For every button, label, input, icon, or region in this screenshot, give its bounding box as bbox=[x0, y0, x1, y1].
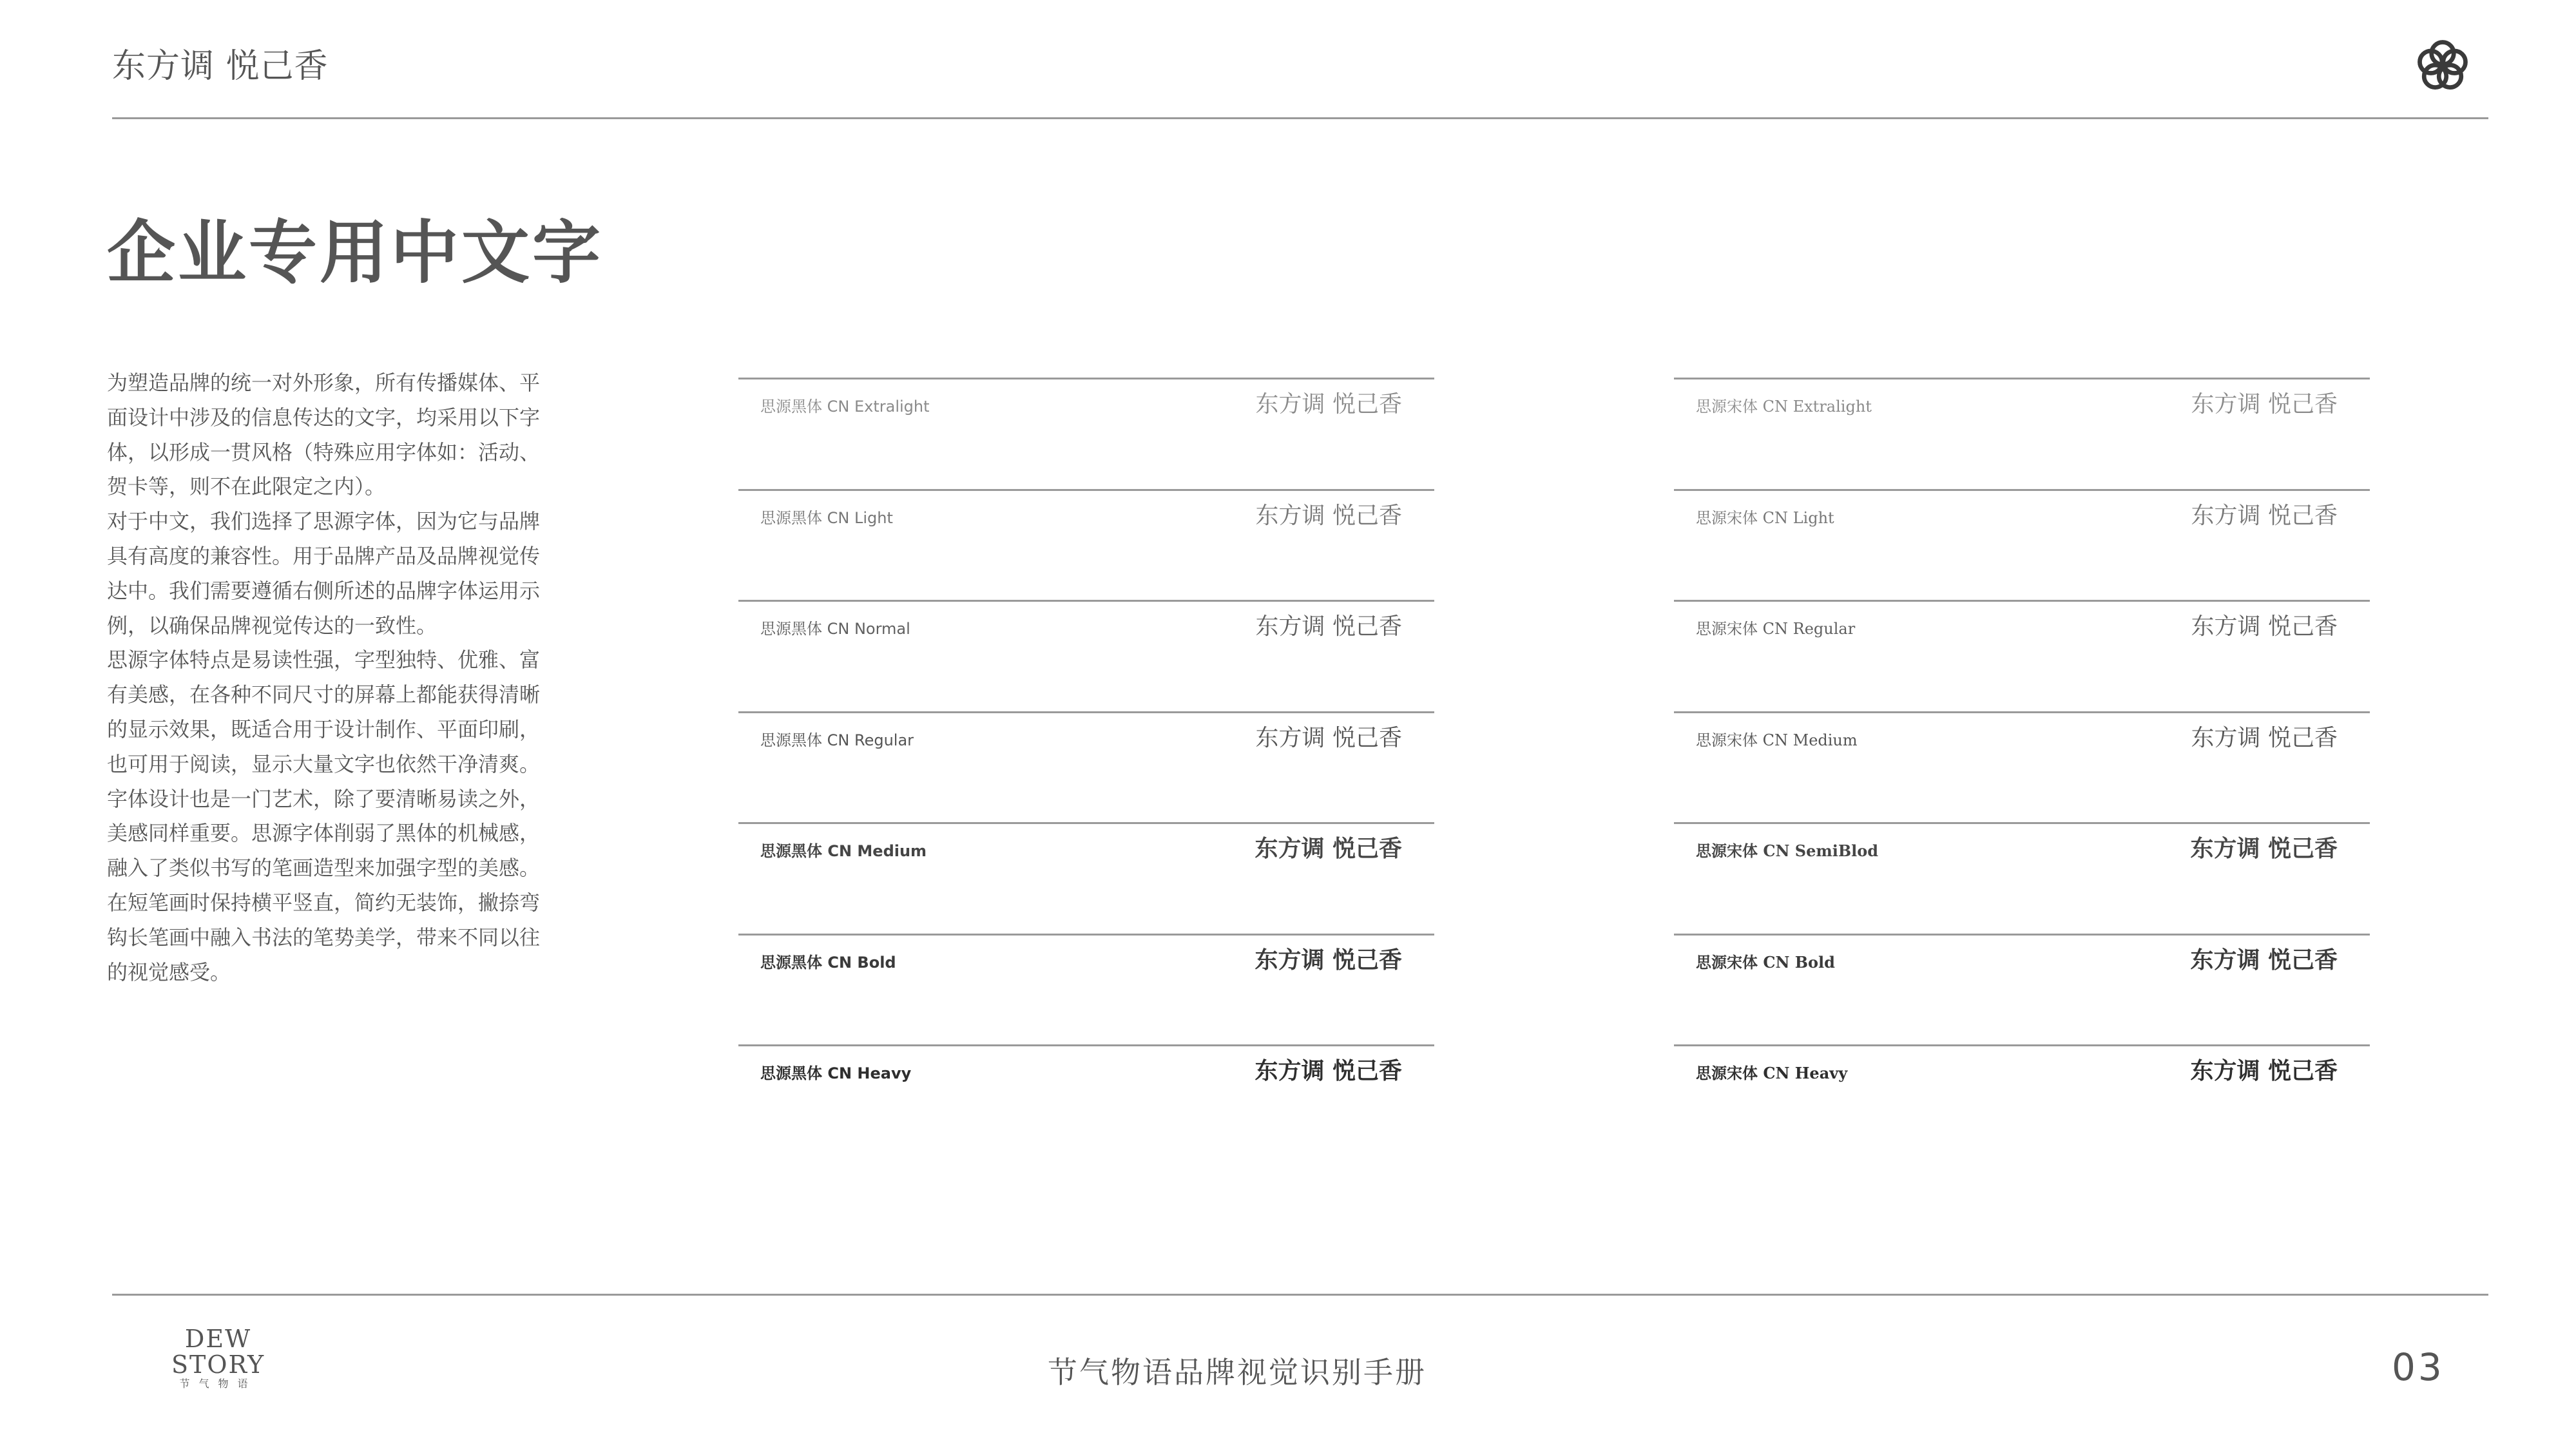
font-row bbox=[1674, 822, 2370, 934]
footer-logo-line2: STORY bbox=[171, 1350, 265, 1379]
font-name: 思源黑体 CN Regular bbox=[760, 731, 914, 749]
footer-logo bbox=[171, 1326, 265, 1390]
font-row bbox=[738, 489, 1434, 600]
font-sample: 东方调 悦己香 bbox=[1255, 613, 1402, 640]
font-sample: 东方调 悦己香 bbox=[1254, 836, 1402, 862]
font-row bbox=[1674, 711, 2370, 823]
font-row bbox=[1674, 934, 2370, 1045]
footer-logo-line3: 节气物语 bbox=[179, 1377, 257, 1390]
intro-paragraph: 为塑造品牌的统一对外形象，所有传播媒体、平面设计中涉及的信息传达的文字，均采用以下字体，以形成一贯风格（特殊应用字体如：活动、贺卡等，则不在此限定之内）。 bbox=[107, 370, 541, 499]
font-sample: 东方调 悦己香 bbox=[2191, 391, 2338, 417]
font-sample: 东方调 悦己香 bbox=[2190, 836, 2338, 862]
font-name: 思源宋体 CN Light bbox=[1696, 508, 1834, 527]
font-row bbox=[1674, 1044, 2370, 1156]
font-name: 思源黑体 CN Medium bbox=[760, 842, 927, 860]
font-name: 思源宋体 CN SemiBlod bbox=[1696, 841, 1879, 860]
footer-divider bbox=[112, 1294, 2488, 1296]
header-divider bbox=[112, 117, 2488, 119]
flower-knot-icon bbox=[2412, 35, 2474, 97]
songti-font-list bbox=[1674, 378, 2370, 1156]
font-sample: 东方调 悦己香 bbox=[2191, 724, 2338, 751]
font-sample: 东方调 悦己香 bbox=[2191, 613, 2338, 640]
font-row bbox=[1674, 489, 2370, 600]
footer-title: 节气物语品牌视觉识别手册 bbox=[1048, 1355, 1427, 1390]
font-name: 思源宋体 CN Bold bbox=[1696, 952, 1835, 972]
font-sample: 东方调 悦己香 bbox=[1254, 946, 1402, 974]
font-name: 思源黑体 CN Heavy bbox=[760, 1064, 912, 1082]
intro-paragraph: 对于中文，我们选择了思源字体，因为它与品牌具有高度的兼容性。用于品牌产品及品牌视觉传达中。我们需要遵循右侧所述的品牌字体运用示例，以确保品牌视觉传达的一致性。 bbox=[107, 509, 541, 638]
font-sample: 东方调 悦己香 bbox=[1255, 724, 1402, 751]
font-row bbox=[738, 934, 1434, 1045]
font-name: 思源宋体 CN Heavy bbox=[1696, 1064, 1848, 1082]
font-name: 思源黑体 CN Normal bbox=[760, 620, 910, 638]
footer-logo-line1: DEW bbox=[184, 1325, 252, 1353]
font-sample: 东方调 悦己香 bbox=[2190, 1058, 2338, 1084]
font-row bbox=[1674, 378, 2370, 489]
intro-paragraph: 思源字体特点是易读性强，字型独特、优雅、富有美感，在各种不同尺寸的屏幕上都能获得清晰的显示效果，既适合用于设计制作、平面印刷，也可用于阅读，显示大量文字也依然干净清爽。字体设计也是一门艺术，除了要清晰易读之外，美感同样重要。思源字体削弱了黑体的机械感，融入了类似书写的笔画造型来加强字型的美感。在短笔画时保持横平竖直，简约无装饰，撇捺弯钩长笔画中融入书法的笔势美学，带来不同以往的视觉感受。 bbox=[107, 648, 541, 984]
font-sample: 东方调 悦己香 bbox=[2191, 502, 2338, 529]
intro-text bbox=[107, 366, 545, 990]
font-name: 思源宋体 CN Extralight bbox=[1696, 398, 1872, 416]
font-sample: 东方调 悦己香 bbox=[1254, 1058, 1402, 1084]
font-sample: 东方调 悦己香 bbox=[1255, 391, 1402, 417]
heiti-font-list bbox=[738, 378, 1434, 1156]
page-title: 企业专用中文字 bbox=[107, 213, 603, 293]
page-number: 03 bbox=[2392, 1345, 2445, 1389]
font-row bbox=[738, 378, 1434, 489]
font-name: 思源宋体 CN Medium bbox=[1696, 731, 1858, 749]
font-name: 思源宋体 CN Regular bbox=[1696, 620, 1856, 638]
font-row bbox=[738, 711, 1434, 823]
font-name: 思源黑体 CN Bold bbox=[760, 953, 896, 972]
font-row bbox=[738, 600, 1434, 711]
header-brand-name: 东方调 悦己香 bbox=[112, 47, 329, 86]
font-row bbox=[738, 822, 1434, 934]
font-row bbox=[1674, 600, 2370, 711]
font-name: 思源黑体 CN Extralight bbox=[760, 398, 930, 416]
font-sample: 东方调 悦己香 bbox=[2190, 946, 2338, 974]
font-name: 思源黑体 CN Light bbox=[760, 508, 893, 527]
font-row bbox=[738, 1044, 1434, 1156]
font-sample: 东方调 悦己香 bbox=[1255, 502, 1402, 529]
